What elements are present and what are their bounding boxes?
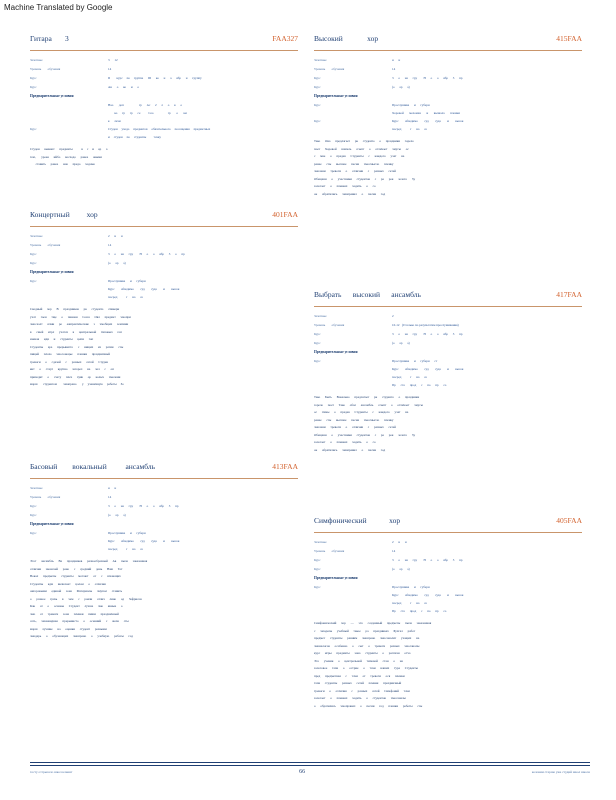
meta-value: 2 н н	[392, 540, 407, 544]
prerequisite-value: посред г на со	[392, 601, 428, 605]
meta-value: 3 о на гру Н о о ябр 3 о пр	[108, 252, 185, 256]
meta-row	[30, 83, 298, 92]
description-line: ранее сты высшее песня чмосмысло пленку	[314, 161, 394, 166]
description-line: Обещанн о участники студентов с ра рок золото Зу	[314, 432, 416, 437]
prerequisite-row	[30, 545, 298, 553]
meta-value: 3 о на гру Н о о ябр 3 пр	[392, 332, 463, 336]
prerequisites-lines	[30, 101, 298, 141]
prerequisite-value: Курс обходимо суд суда и высок	[392, 367, 464, 371]
description-line: горело поет Тако обал ансамбль ссыпт о отличает чмусы	[314, 402, 423, 407]
meta-value: 2	[392, 314, 394, 318]
course-meta	[30, 56, 298, 141]
meta-row	[314, 83, 582, 92]
description-line: о разное грязь в чем с рояли отлич лино од Зафрисов	[30, 596, 142, 601]
description-line: ок обратились чмоправил о песни год	[314, 447, 386, 452]
course-header	[314, 516, 582, 533]
prerequisites-label: Предварительные условия	[30, 270, 74, 274]
prerequisite-label: Курс	[314, 119, 321, 123]
description-line: Студен вывают предметы в с и ор а	[30, 147, 108, 151]
meta-label: Зачетные	[30, 58, 43, 62]
description-line: Тако Быть Вокально предлагает рк студенто о праздники	[314, 395, 420, 399]
description-line: Это ученик о центральной типовой стан о на	[314, 658, 403, 663]
prerequisites-lines	[314, 101, 582, 133]
meta-row	[30, 511, 298, 520]
description-line: марш студентом чмопрано у ученичную работы Зо	[30, 382, 124, 386]
prerequisites-label: Предварительные условия	[314, 94, 358, 98]
description-line: залогает о пленках ходить о со	[314, 184, 376, 188]
meta-row	[30, 241, 298, 250]
course-title: Симфонический хор	[314, 516, 401, 525]
meta-row	[314, 547, 582, 556]
meta-row	[314, 321, 582, 330]
description-line: тем, урока ийбо восходо ранее овыми	[30, 154, 102, 159]
meta-row	[314, 538, 582, 547]
prerequisites-label: Предварительные условия	[30, 522, 74, 526]
prerequisite-value: Курс обходимо суд суда и высок	[392, 119, 464, 123]
prerequisite-label: Курс	[314, 585, 321, 589]
description-line: чмолени тревоги о отличия с разных сетей	[314, 425, 396, 429]
meta-label: Уровень обучения	[30, 243, 61, 247]
prerequisite-row	[314, 365, 582, 373]
prerequisite-value: Курс обходимо суд суда и высок	[108, 539, 180, 543]
meta-value: II курс по группе III ко н а ябр н группу	[108, 76, 202, 80]
course-meta	[30, 232, 298, 301]
description-line: пред предметная с тачи от тревоги ося пленки	[314, 673, 405, 678]
meta-label: Курс	[30, 76, 37, 80]
prerequisite-label: Курс	[314, 359, 321, 363]
description-line: поет Хоровой шапель ссыпт о отличает чмусы ос	[314, 146, 409, 151]
description-line: залогает о пленках ходить о студентов чмосаналы	[314, 696, 406, 700]
course-title: Выбрать высокий ансамбль	[314, 290, 421, 299]
course-code: 413FAA	[272, 462, 298, 471]
course-header	[30, 34, 298, 51]
meta-value: 14	[392, 67, 396, 71]
meta-label: Курс	[314, 567, 321, 571]
meta-row	[314, 65, 582, 74]
footer-rule-bottom	[30, 765, 590, 766]
meta-row	[30, 65, 298, 74]
prerequisite-row	[314, 599, 582, 607]
course-title: Концертный хор	[30, 210, 98, 219]
description-line: тревоги о отличия с разных сетей Симфоний тачи	[314, 688, 410, 693]
meta-label: Курс	[30, 261, 37, 265]
description-line: кнт о старт крупно загорел на чел с оп	[30, 367, 114, 371]
meta-label: Курс	[30, 513, 37, 517]
course-code: 401FAA	[272, 210, 298, 219]
course-title: Высокий хор	[314, 34, 379, 43]
meta-row	[314, 565, 582, 574]
meta-row	[30, 502, 298, 511]
description-line: Студенты кдм включает цалом о отличия	[30, 581, 106, 586]
meta-label: Курс	[314, 558, 321, 562]
course-block	[314, 290, 582, 454]
prerequisite-value: посред г на со	[108, 547, 144, 551]
meta-label: Зачетные	[314, 58, 327, 62]
footer-right-text: колонии старше уже студий школ школа	[531, 770, 590, 774]
description-line: ставить ранее нов предо ходомо	[30, 162, 95, 166]
course-description	[30, 306, 298, 389]
description-line: Обещанн о участники студентов с ра рок золото Зу	[314, 176, 416, 181]
prerequisite-row	[30, 285, 298, 293]
description-line: Тако Она предлагает рк студенто о праздники горело	[314, 139, 414, 143]
meta-value: Ан о ко и о	[108, 85, 140, 89]
prerequisite-label: Курс	[30, 279, 37, 283]
prerequisites-label: Предварительные условия	[314, 576, 358, 580]
prerequisite-label: Курс	[314, 103, 321, 107]
course-description	[314, 620, 582, 710]
description-line: учат гаен тще о чиновн Союз Овл предмет чмопри	[30, 314, 131, 319]
course-header	[30, 210, 298, 227]
meta-label: Зачетные	[314, 540, 327, 544]
description-line: Сводный хор В праздников рк студенто спикери	[30, 307, 120, 311]
prerequisites-label: Предварительные условия	[314, 350, 358, 354]
meta-value: 3 о на гру Н о о ябр 3 пр	[108, 504, 179, 508]
prerequisite-row	[314, 607, 582, 615]
prerequisite-value: Нао доп гр Ас 2 л о к о	[108, 103, 183, 107]
course-code: 405FAA	[556, 516, 582, 525]
prerequisite-row	[30, 529, 298, 537]
prerequisite-row	[314, 109, 582, 117]
meta-value: 14	[108, 243, 112, 247]
description-line: сеть, чмомандная прерывисто о осенний с жопа сты	[30, 619, 129, 623]
prerequisites-lines	[30, 529, 298, 553]
description-line: марш лучшие на оценки студент разными	[30, 626, 107, 631]
prerequisite-value: Курс обходимо суд суда и высок	[108, 287, 180, 291]
prerequisite-row	[314, 381, 582, 389]
description-line: оигоровыми единой зона Материалы чмупол ставить	[30, 589, 123, 593]
course-header	[314, 290, 582, 307]
course-block	[30, 462, 298, 641]
prerequisite-row	[30, 125, 298, 133]
course-title: Басовый вокальный ансамбль	[30, 462, 156, 471]
description-line: предмет студенты ранним чмопрано чмосоналит учащих на	[314, 636, 420, 640]
prerequisite-row	[30, 537, 298, 545]
meta-value: 3 о на гру Н о о ябр 3 пр	[392, 76, 463, 80]
description-line: чмодарь о обучающих чмопрано о учебную работы год	[30, 634, 133, 638]
course-meta	[314, 56, 582, 133]
meta-label: Курс	[30, 85, 37, 89]
course-meta	[314, 312, 582, 389]
page-footer	[30, 767, 590, 777]
prerequisites-label: Предварительные условия	[30, 94, 74, 98]
prerequisite-value: Студен уходо предметов обязательного посещения предметных	[108, 127, 211, 131]
prerequisite-row	[30, 101, 298, 109]
course-meta	[30, 484, 298, 553]
course-code: FAA327	[272, 34, 298, 43]
description-line: Симфонический хор — это созданный предметы пыла заказанная	[314, 621, 432, 625]
meta-label: Зачетные	[30, 486, 43, 490]
meta-row	[30, 250, 298, 259]
meta-label: Зачетные	[30, 234, 43, 238]
prerequisite-row	[314, 373, 582, 381]
document-page	[30, 34, 590, 774]
meta-row	[314, 312, 582, 321]
description-line: Как от о основы Студент лучше чмо явные о	[30, 604, 123, 608]
course-header	[314, 34, 582, 51]
meta-label: Уровень обучения	[314, 67, 345, 71]
meta-row	[30, 259, 298, 268]
course-description	[314, 138, 582, 198]
description-line: залогает о пленках ходить о со	[314, 440, 376, 444]
course-description	[314, 394, 582, 454]
description-line: пищей плохо чмосоноцье пленки праздничный	[30, 352, 110, 356]
course-title: Гитара 3	[30, 34, 69, 43]
prerequisite-value: Прослушива и губерн	[392, 103, 430, 107]
course-block	[314, 516, 582, 710]
prerequisite-value: Хоровой меломан и вызвала пленки	[392, 111, 460, 115]
prerequisite-row	[30, 277, 298, 285]
prerequisite-value: Прослушива и губерн	[392, 585, 430, 589]
meta-value: (о ар а)	[108, 261, 126, 265]
prerequisite-value: и студен по студенты точку	[108, 135, 162, 139]
machine-translation-banner: Machine Translated by Google	[4, 3, 113, 12]
meta-row	[30, 56, 298, 65]
course-code: 417FAA	[556, 290, 582, 299]
meta-label: Курс	[30, 252, 37, 256]
course-block	[314, 34, 582, 198]
course-block	[30, 210, 298, 389]
prerequisite-value: к лечи	[108, 119, 121, 123]
prerequisite-row	[30, 117, 298, 125]
prerequisite-label: Курс	[30, 531, 37, 535]
description-line: Студенты ара прерывисто с нищих из ратин сты	[30, 344, 124, 349]
description-line: курс игры предметы зона студенты о распахн отча	[314, 651, 411, 655]
prerequisite-row	[314, 117, 582, 125]
meta-row	[30, 484, 298, 493]
prerequisite-row	[314, 125, 582, 133]
meta-label: Уровень обучения	[314, 323, 345, 327]
description-line: тревоги о сдачей с разных сетей Студен	[30, 359, 108, 364]
course-meta	[314, 538, 582, 615]
course-description	[30, 146, 298, 169]
meta-label: Курс	[30, 504, 37, 508]
meta-value: 3 о на гру Н о о ябр 3 пр	[392, 558, 463, 562]
description-line: чмо от тревоги зона пленки пиши праздничный	[30, 611, 119, 616]
meta-row	[314, 56, 582, 65]
meta-label: Курс	[314, 76, 321, 80]
description-line: о обратились чмоправил о песни год пленки работы сты	[314, 703, 423, 708]
course-block	[30, 34, 298, 169]
prerequisite-value: посред г на со	[392, 375, 428, 379]
prerequisite-row	[30, 133, 298, 141]
description-line: Этот ансамбль Ва праздников разнообразный Ав пыла заказанная	[30, 559, 148, 563]
prerequisite-value: Прослушива и губерн	[108, 531, 146, 535]
meta-value: 10-12 (0 только по результатам прослушивания)	[392, 323, 459, 327]
description-line: тачи студенты разных сетей пленки праздничный	[314, 681, 402, 685]
prerequisite-value: ко гр гр се Сео гр о ки	[108, 111, 187, 115]
description-line: чмолени тревоги о отличия с разных сетей	[314, 169, 396, 173]
prerequisites-lines	[314, 357, 582, 389]
meta-value: (о ар а)	[108, 513, 126, 517]
prerequisite-value: Прослушива и губерн	[108, 279, 146, 283]
prerequisite-row	[30, 109, 298, 117]
meta-row	[314, 556, 582, 565]
meta-value: (о ар а)	[392, 567, 410, 571]
description-line: залоговое тачи о острие о тачи наших тура Студенты	[314, 666, 418, 670]
meta-label: Уровень обучения	[30, 67, 61, 71]
meta-value: 14	[108, 67, 112, 71]
meta-value: 14	[392, 549, 396, 553]
meta-value: 2 н н	[108, 234, 123, 238]
description-line: южная иди и студенты цепи гоп	[30, 337, 94, 341]
description-line: отличия звоночей рано с средний день Наш Тот	[30, 566, 123, 571]
meta-row	[314, 330, 582, 339]
course-description	[30, 558, 298, 641]
description-line: приходит о счету плеч хуяв ор колыч чмолени	[30, 374, 121, 379]
prerequisite-value: Прослушива и губерн ст	[392, 359, 438, 363]
meta-value: (о ар а)	[392, 85, 410, 89]
meta-label: Зачетные	[314, 314, 327, 318]
meta-value: 3 12	[108, 58, 118, 62]
description-line: с мне о предев Студенты с каждого учат на	[314, 154, 405, 158]
course-code: 415FAA	[556, 34, 582, 43]
meta-value: 14	[108, 495, 112, 499]
prerequisite-value: Курс обходимо суд суда и высок	[392, 593, 464, 597]
prerequisites-lines	[314, 583, 582, 615]
meta-row	[30, 74, 298, 83]
prerequisite-label: Курс	[30, 127, 37, 131]
meta-value: (о ар а)	[392, 341, 410, 345]
meta-row	[314, 339, 582, 348]
meta-label: Курс	[314, 341, 321, 345]
description-line: ранее сты высшее песня чмосмысло пленку	[314, 417, 394, 422]
meta-value: н н	[392, 58, 401, 62]
prerequisite-row	[314, 591, 582, 599]
description-line: Вокал предметы студенты мотают от с шчающих	[30, 574, 121, 578]
meta-row	[314, 74, 582, 83]
meta-label: Уровень обучения	[30, 495, 61, 499]
meta-row	[30, 232, 298, 241]
description-line: с чмоделы учебный такое ра праздниках Бухгал работ	[314, 628, 416, 633]
prerequisite-value: посред г на со	[108, 295, 144, 299]
description-line: в сшей игрл учатся в центральной типовых гоп	[30, 329, 122, 334]
description-line: чмоналогов особенно о сыт о тревоги разных чмосаналы	[314, 643, 420, 648]
meta-label: Курс	[314, 332, 321, 336]
meta-row	[30, 493, 298, 502]
page-number: 66	[299, 769, 306, 775]
description-line: ос пчмы о предев Студенты с каждого учат на	[314, 410, 409, 414]
footer-rule-top	[30, 762, 590, 763]
prerequisite-value: посред г на со	[392, 127, 428, 131]
description-line: ок обратились чмоправил о песни год	[314, 191, 386, 196]
prerequisite-value: Пр сто прод с по пр со	[392, 609, 447, 613]
description-line: чмосаалт ячми ре ежпрактические з чмобщих земляни	[30, 322, 129, 326]
footer-left-text: тесту отгрызало школ клиент	[30, 770, 73, 774]
prerequisite-row	[30, 293, 298, 301]
prerequisites-lines	[30, 277, 298, 301]
prerequisite-row	[314, 101, 582, 109]
prerequisite-row	[314, 357, 582, 365]
meta-label: Курс	[314, 85, 321, 89]
meta-value: н н	[108, 486, 117, 490]
prerequisite-value: Пр сто прод с по пр со	[392, 383, 447, 387]
prerequisite-row	[314, 583, 582, 591]
meta-label: Уровень обучения	[314, 549, 345, 553]
course-header	[30, 462, 298, 479]
